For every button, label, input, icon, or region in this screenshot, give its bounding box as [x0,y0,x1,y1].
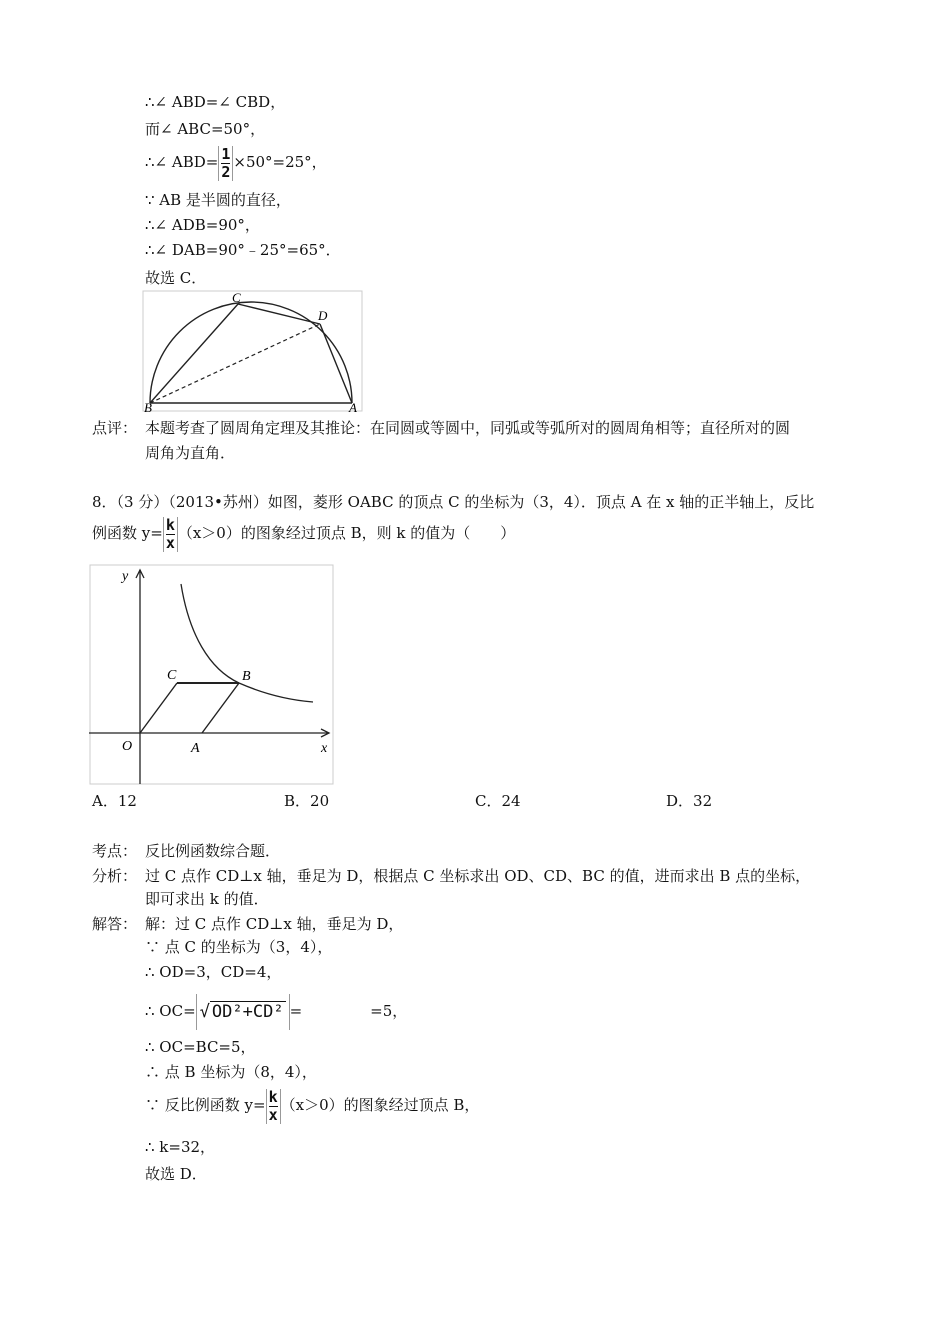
fraction-numerator: k [165,515,175,534]
solution8-line4-pre: ∴ OC= [145,1002,196,1020]
option-a: A．12 [92,792,137,810]
solution7-line3-post: ×50°=25°， [233,153,327,171]
solution8-line7-pre: ∵ 反比例函数 y= [145,1096,266,1114]
question8-line2-pre: 例函数 y= [92,524,163,542]
fenxi-line1: 过 C 点作 CD⊥x 轴，垂足为 D，根据点 C 坐标求出 OD、CD、BC 的值，进而求出 B 点的坐标， [145,867,811,885]
solution8-line3: ∴ OD=3，CD=4， [145,963,282,981]
sqrt-radicand: OD²+CD² [211,1002,284,1022]
fraction-denominator: x [165,533,175,552]
hyperbola-curve [181,584,313,702]
solution8-line8: ∴ k=32， [145,1138,216,1156]
fraction-denominator: 2 [221,162,231,181]
solution8-line1: 解：过 C 点作 CD⊥x 轴，垂足为 D， [145,915,404,933]
sqrt-expression: √ OD²+CD² [196,994,290,1030]
fenxi-line2: 即可求出 k 的值． [145,890,269,908]
solution8-line5: ∴ OC=BC=5， [145,1038,256,1056]
jieda-label: 解答： [92,915,138,933]
fenxi-label: 分析： [92,867,138,885]
option-c: C．24 [475,792,521,810]
solution7-line4: ∵ AB 是半圆的直径， [145,191,291,209]
kaodian-label: 考点： [92,842,138,860]
solution8-line7 [145,1088,479,1124]
fraction-k-over-x [266,1089,281,1124]
option-b: B．20 [284,792,330,810]
fraction-numerator: k [268,1087,278,1106]
solution7-line6: ∴∠ DAB=90°﹣25°=65°． [145,241,341,259]
question8-line2-post: （x＞0）的图象经过顶点 B，则 k 的值为（ ） [177,524,516,542]
solution7-line7: 故选 C． [145,269,207,287]
label-a: A [191,741,200,756]
solution7-line3-pre: ∴∠ ABD= [145,153,219,171]
chord-cd [238,304,320,324]
solution8-line4 [145,994,407,1030]
comment7-label: 点评： [92,419,138,437]
label-o: O [122,739,133,754]
solution8-line9: 故选 D． [145,1165,207,1183]
fraction-numerator: 1 [221,144,231,163]
solution8-line7-post: （x＞0）的图象经过顶点 B， [280,1096,480,1114]
solution7-line2: 而∠ ABC=50°， [145,120,266,138]
solution7-line3 [145,145,327,181]
chord-da [320,324,352,403]
label-c: C [167,668,177,683]
fraction-one-half [218,146,233,181]
semicircle-figure [142,290,364,414]
question8-line2 [92,516,515,552]
fraction-k-over-x [163,517,178,552]
side-ba [202,683,239,733]
label-a: A [349,400,357,414]
label-x: x [321,741,328,756]
solution8-line6: ∴ 点 B 坐标为（8，4）， [145,1063,317,1081]
solution8-line4-post: =5， [370,1002,408,1020]
label-d: D [318,308,328,323]
rhombus-figure [89,564,335,786]
comment7-line1: 本题考查了圆周角定理及其推论：在同圆或等圆中，同弧或等弧所对的圆周角相等；直径所对的圆 [145,419,791,437]
side-oc [140,683,177,733]
option-d: D．32 [666,792,713,810]
solution7-line1: ∴∠ ABD=∠ CBD， [145,93,286,111]
kaodian-text: 反比例函数综合题． [145,842,281,860]
label-c: C [232,290,241,305]
question8-line1: 8．（3 分）（2013•苏州）如图，菱形 OABC 的顶点 C 的坐标为（3，4）．顶点 A 在 x 轴的正半轴上，反比 [92,493,815,511]
label-b: B [144,400,152,414]
solution8-line4-eq: = [289,1002,303,1020]
label-y: y [122,569,129,584]
label-b: B [242,669,251,684]
solution7-line5: ∴∠ ADB=90°， [145,216,260,234]
solution8-line2: ∵ 点 C 的坐标为（3，4）， [145,938,333,956]
fraction-denominator: x [268,1105,278,1124]
comment7-line2: 周角为直角． [145,444,236,462]
